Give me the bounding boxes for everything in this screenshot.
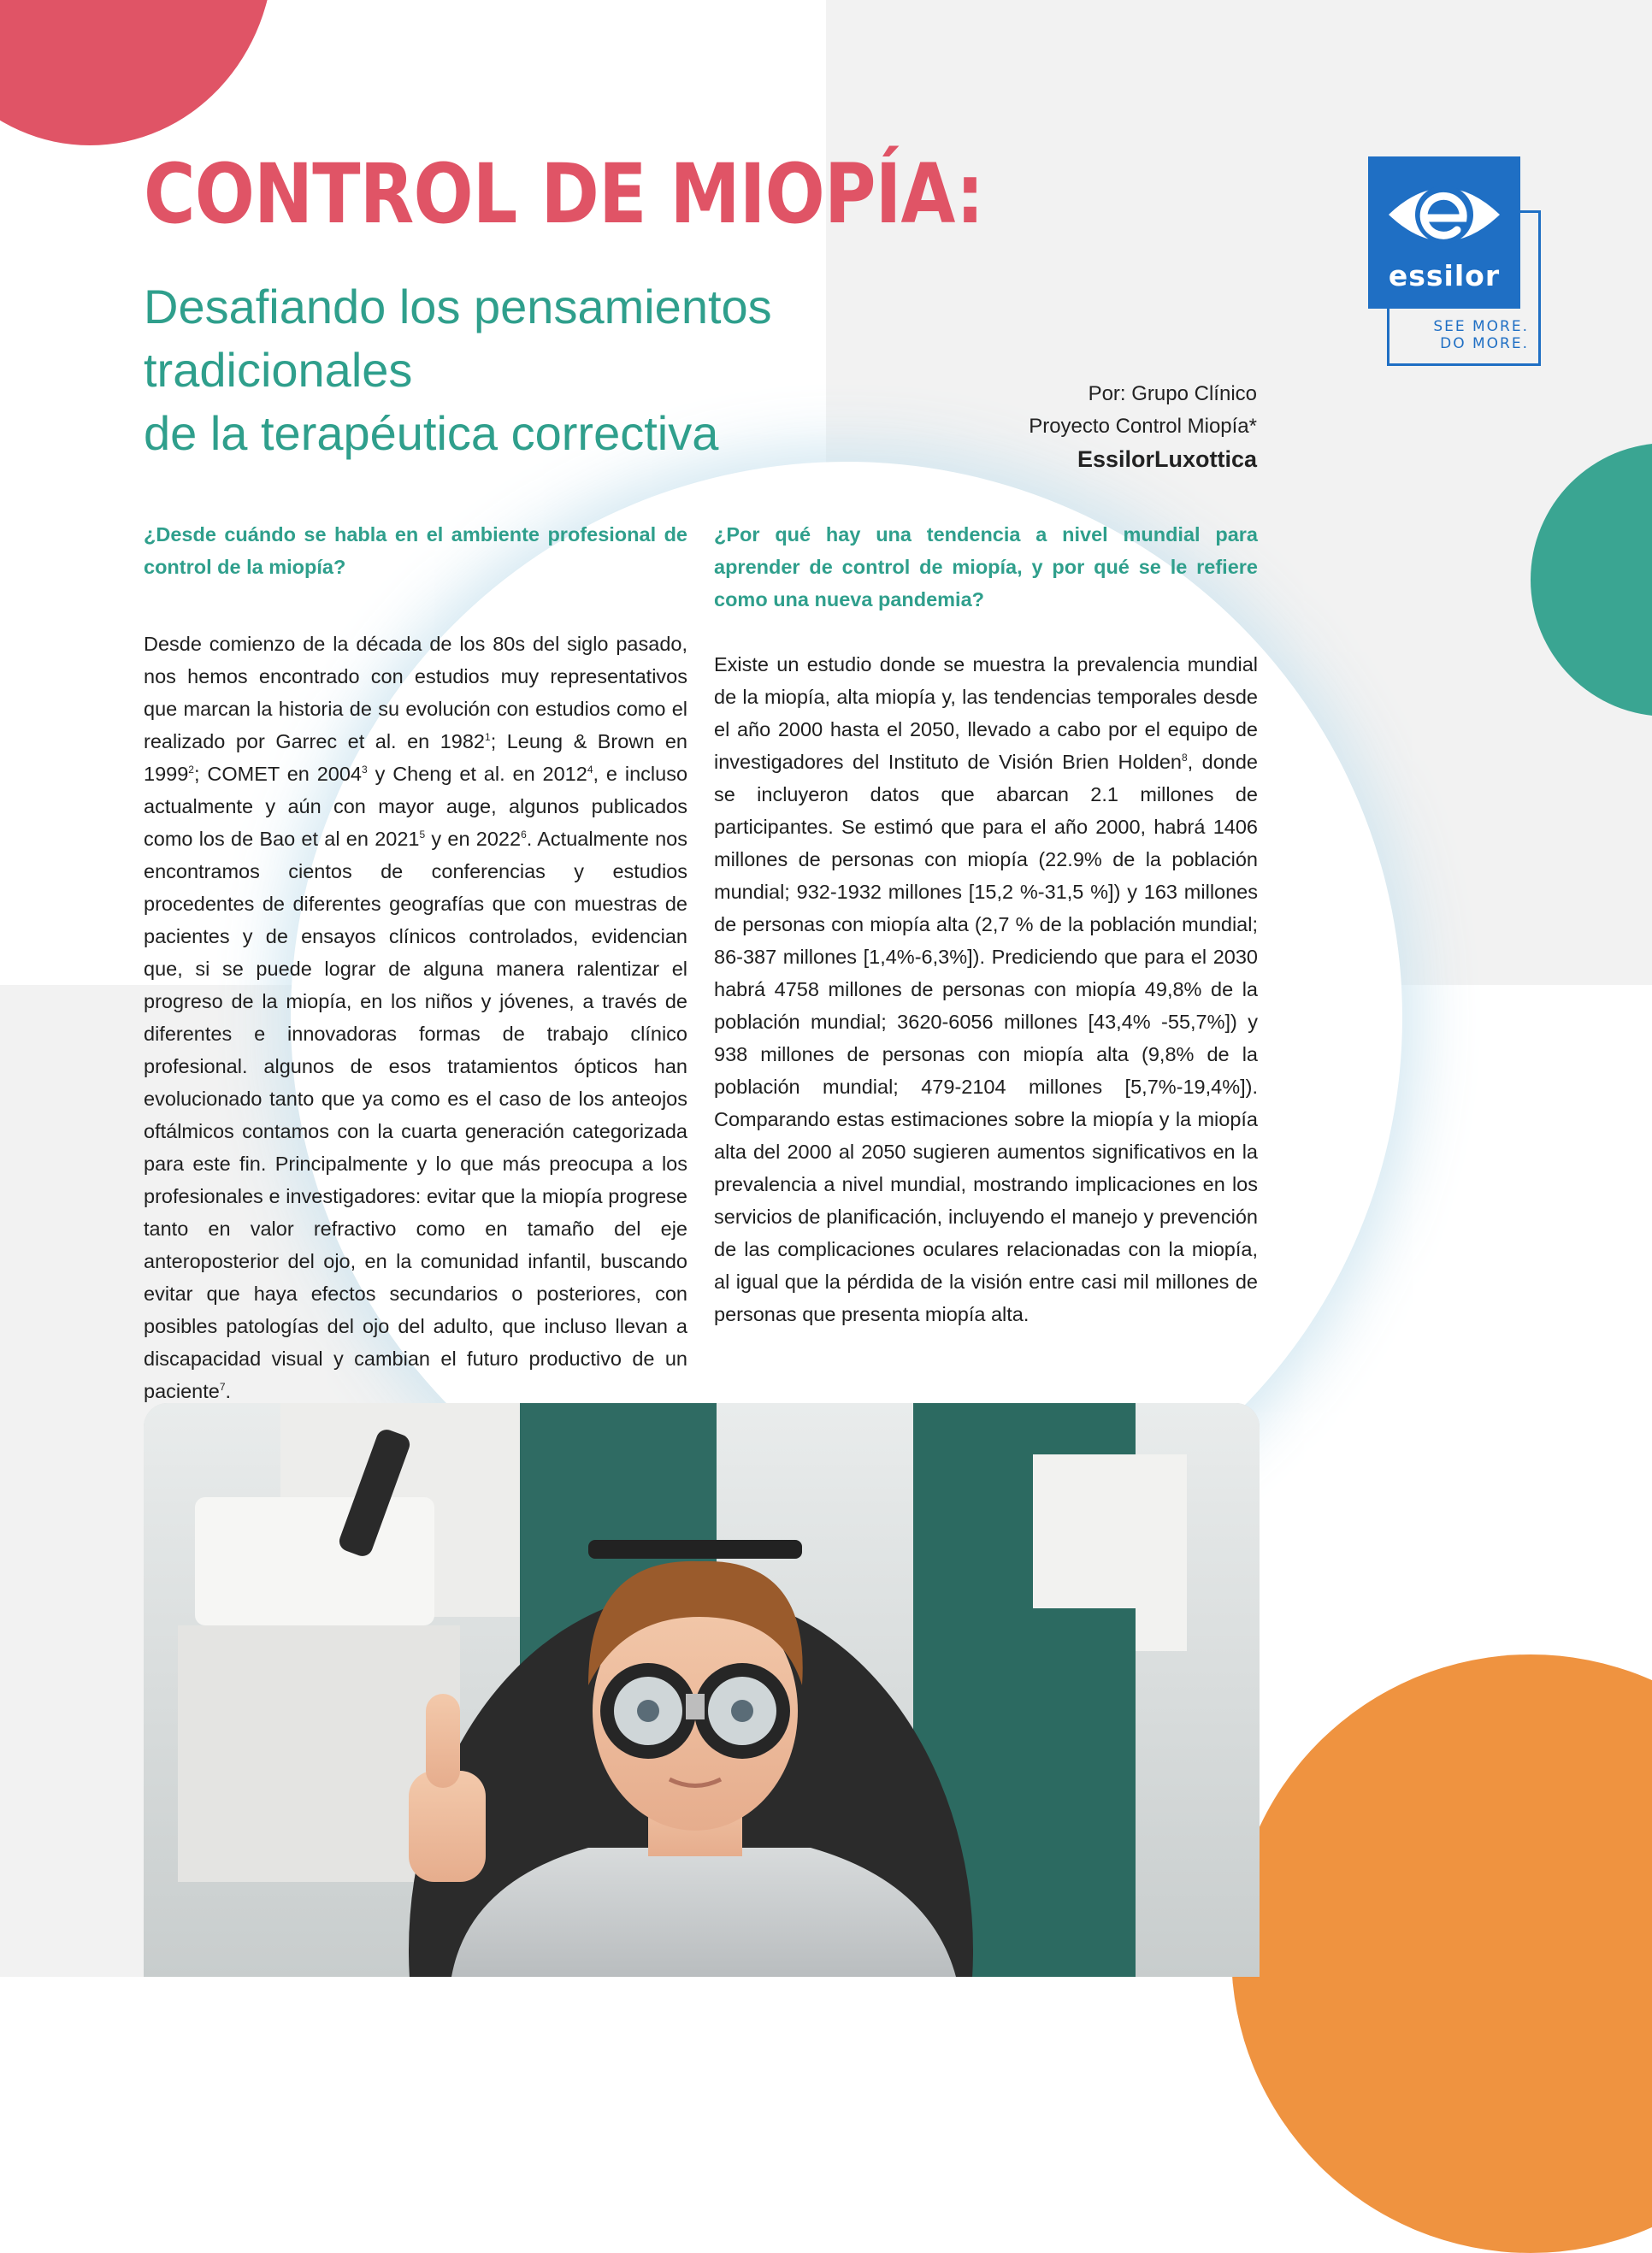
child-eye-exam-photo [144, 1403, 1260, 1977]
logo-tagline-line-2: DO MORE. [1440, 335, 1529, 352]
reference-1: 1 [485, 731, 491, 744]
byline-author: Grupo Clínico [1131, 382, 1257, 405]
byline-organization: EssilorLuxottica [1077, 446, 1257, 472]
right-question-heading: ¿Por qué hay una tendencia a nivel mundial para aprender de control de miopía, y por qué se le refiere como una nueva pandemia? [714, 523, 1258, 610]
eye-icon [1385, 174, 1503, 256]
reference-4: 4 [587, 764, 593, 776]
left-question-heading: ¿Desde cuándo se habla en el ambiente profesional de control de la miopía? [144, 523, 687, 578]
reference-8: 8 [1181, 752, 1188, 764]
right-body-paragraph: Existe un estudio donde se muestra la prevalencia mundial de la miopía, alta miopía y, las tendencias temporales desde el año 2000 hasta el 2050, llevado a cabo por el equipo de investigadores del Instituto de Visión Brien Holden$^8$, donde se incluyeron datos que abarcan 2.1 millones de participantes. Se estimó que para el año 2000, habrá 1406 millones de personas con miopía (22.9% de la población mundial; 932-1932 millones [15,2 %-31,5 %]) y 163 millones de personas con miopía alta (2,7 % de la población mundial; 86-387 millones [1,4%-6,3%]). Prediciendo que para el 2030 habrá 4758 millones de personas con miopía 49,8% de la población mundial; 3620-6056 millones [43,4% -55,7%]) y 938 millones de personas con miopía alta (9,8% de la población mundial; 479-2104 millones [5,7%-19,4%]). Comparando estas estimaciones sobre la miopía y la miopía alta del 2000 al 2050 sugieren aumentos significativos en la prevalencia a nivel mundial, mostrando implicaciones en los servicios de planificación, incluyendo el manejo y prevención de las complicaciones oculares relacionadas con la miopía, al igual que la pérdida de la visión entre casi mil millones de personas que presenta miopía alta. [714, 653, 1259, 1325]
byline-project: Proyecto Control Miopía* [1029, 415, 1257, 438]
byline-prefix: Por: [1088, 382, 1126, 405]
page-title: CONTROL DE MIOPÍA: [144, 146, 984, 242]
logo-tagline [1402, 318, 1529, 352]
reference-3: 3 [362, 764, 368, 776]
byline [855, 378, 1257, 475]
essilor-logo [1368, 156, 1520, 309]
reference-6: 6 [521, 829, 527, 841]
child-eye-exam-photo-icon [144, 1403, 1260, 1977]
reference-5: 5 [419, 829, 426, 841]
logo-tagline-line-1: SEE MORE. [1433, 318, 1529, 335]
decorative-red-circle [0, 0, 274, 145]
subtitle-line-2: de la terapéutica correctiva [144, 406, 719, 460]
reference-2: 2 [188, 764, 194, 776]
decorative-orange-circle [1231, 1654, 1652, 2253]
right-column [714, 518, 1258, 1330]
logo-brand-name: essilor [1388, 259, 1501, 292]
subtitle-line-1: Desafiando los pensamientos tradicionales [144, 280, 772, 397]
left-column [144, 518, 687, 1407]
reference-7: 7 [219, 1381, 226, 1394]
left-body-paragraph: Desde comienzo de la década de los 80s del siglo pasado, nos hemos encontrado con estudios muy representativos que marcan la historia de su evolución con estudios como el realizado por Garrec et al. en 1982$^1$; Leung & Brown en 1999$^2$; COMET en 2004$^3$ y Cheng et al. en 2012$^4$, e incluso actualmente y aún con mayor auge, algunos publicados como los de Bao et al en 2021$^5$ y en 2022$^6$. Actualmente nos encontramos cientos de conferencias y estudios procedentes de diferentes geografías que con muestras de pacientes y de ensayos clínicos controlados, evidencian que, si se puede lograr de alguna manera ralentizar el progreso de la miopía, en los niños y jóvenes, a través de diferentes e innovadoras formas de trabajo clínico profesional. algunos de esos tratamientos ópticos han evolucionado tanto que ya como es el caso de los anteojos oftálmicos contamos con la cuarta generación categorizada para este fin. Principalmente y lo que más preocupa a los profesionales e investigadores: evitar que la miopía progrese tanto en valor refractivo como en tamaño del eje anteroposterior del ojo, en la comunidad infantil, buscando evitar que haya efectos secundarios o posteriores, con posibles patologías del ojo del adulto, que incluso llevan a discapacidad visual y cambian el futuro productivo de un paciente$^7$. [144, 633, 688, 1402]
